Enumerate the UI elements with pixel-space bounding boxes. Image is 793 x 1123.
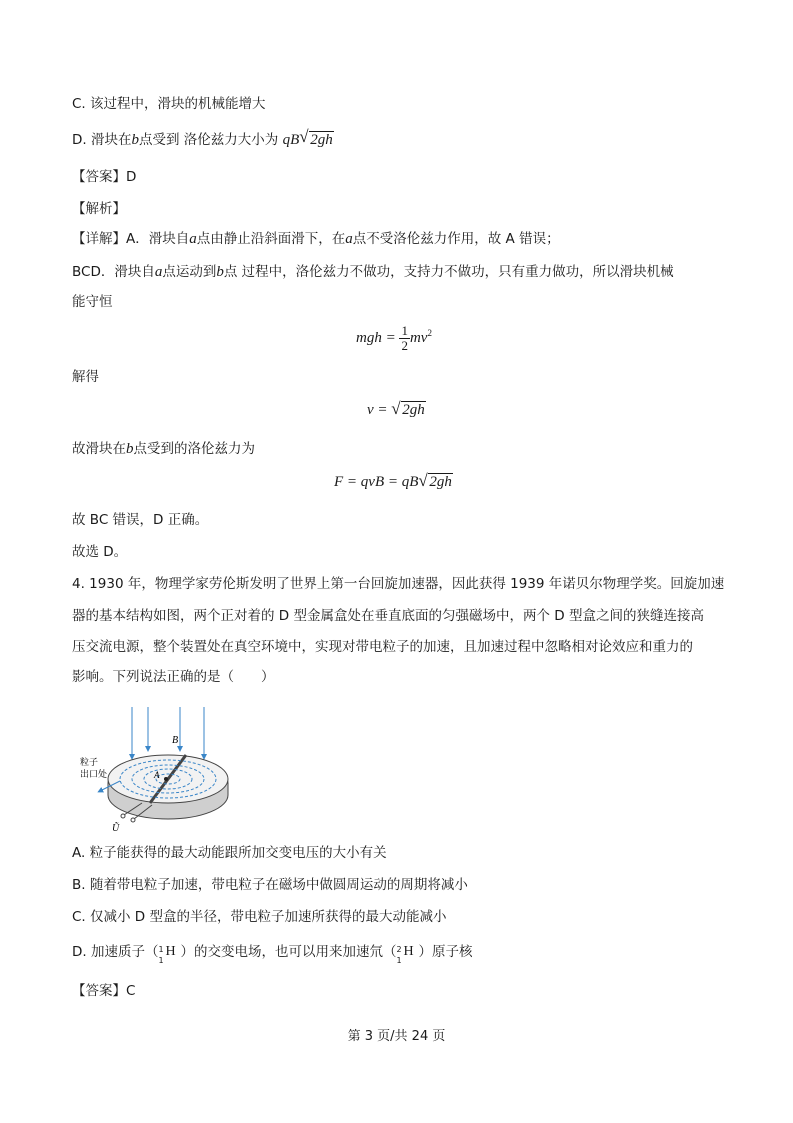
label-b: B (172, 735, 179, 746)
q4-option-a: A. 粒子能获得的最大动能跟所加交变电压的大小有关 (72, 845, 387, 861)
detail-a: 【详解】A．滑块自a点由静止沿斜面滑下，在a点不受洛伦兹力作用，故 A 错误； (72, 231, 560, 247)
detail-bcd-cont: 能守恒 (72, 294, 113, 310)
q4-answer: 【答案】C (72, 983, 136, 999)
answer-label: 【答案】D (72, 169, 137, 185)
choice-text: 故选 D。 (72, 544, 128, 560)
option-c-text: C. 该过程中，滑块的机械能增大 (72, 96, 266, 112)
cyclotron-diagram (80, 705, 240, 833)
cyclotron-figure (80, 705, 240, 833)
label-a: A (154, 770, 160, 780)
force-equation: F = qvB = qB √ 2gh (334, 471, 452, 490)
analysis-label: 【解析】 (72, 201, 126, 217)
page-footer: 第 3 页/共 24 页 (347, 1029, 446, 1044)
conclusion-text: 故 BC 错误，D 正确。 (72, 512, 209, 528)
q4-option-b: B. 随着带电粒子加速，带电粒子在磁场中做圆周运动的周期将减小 (72, 877, 468, 893)
q4-stem-4: 影响。下列说法正确的是（ ） (72, 669, 275, 685)
q4-option-d: D. 加速质子（ 1 1 H ）的交变电场，也可以用来加速氘（ 2 1 H ）原子核 (72, 944, 473, 965)
q4-stem-3: 压交流电源，整个装置处在真空环境中，实现对带电粒子的加速，且加速过程中忽略相对论效应和重力的 (72, 639, 693, 655)
q4-stem-2: 器的基本结构如图，两个正对着的 D 型金属盒处在垂直底面的匀强磁场中，两个 D 型盒之间的狭缝连接高 (72, 608, 704, 624)
detail-bcd: BCD．滑块自a点运动到b点 过程中，洛伦兹力不做功，支持力不做功，只有重力做功，所以滑块机械 (72, 264, 674, 280)
label-exit-1: 粒子 (80, 758, 99, 768)
q4-stem-1: 4. 1930 年，物理学家劳伦斯发明了世界上第一台回旋加速器，因此获得 1939 年诺贝尔物理学奖。回旋加速 (72, 576, 725, 592)
solve-label: 解得 (72, 369, 99, 385)
isotope-h2: 2 1 H (396, 944, 414, 965)
magnetic-field-lines (132, 707, 204, 757)
velocity-equation: v = √ 2gh (367, 399, 425, 418)
label-u: Ũ (112, 823, 120, 833)
label-exit-2: 出口处 (80, 770, 108, 780)
isotope-h1: 1 1 H (158, 944, 176, 965)
q4-option-c: C. 仅减小 D 型盒的半径，带电粒子加速所获得的最大动能减小 (72, 909, 447, 925)
option-d-text: D. 滑块在b点受到 洛伦兹力大小为 qB √ 2gh (72, 127, 333, 148)
energy-equation: mgh = $\frac{1}{2}$ $mv^2$ (356, 323, 432, 353)
force-intro: 故滑块在b点受到的洛伦兹力为 (72, 441, 255, 457)
